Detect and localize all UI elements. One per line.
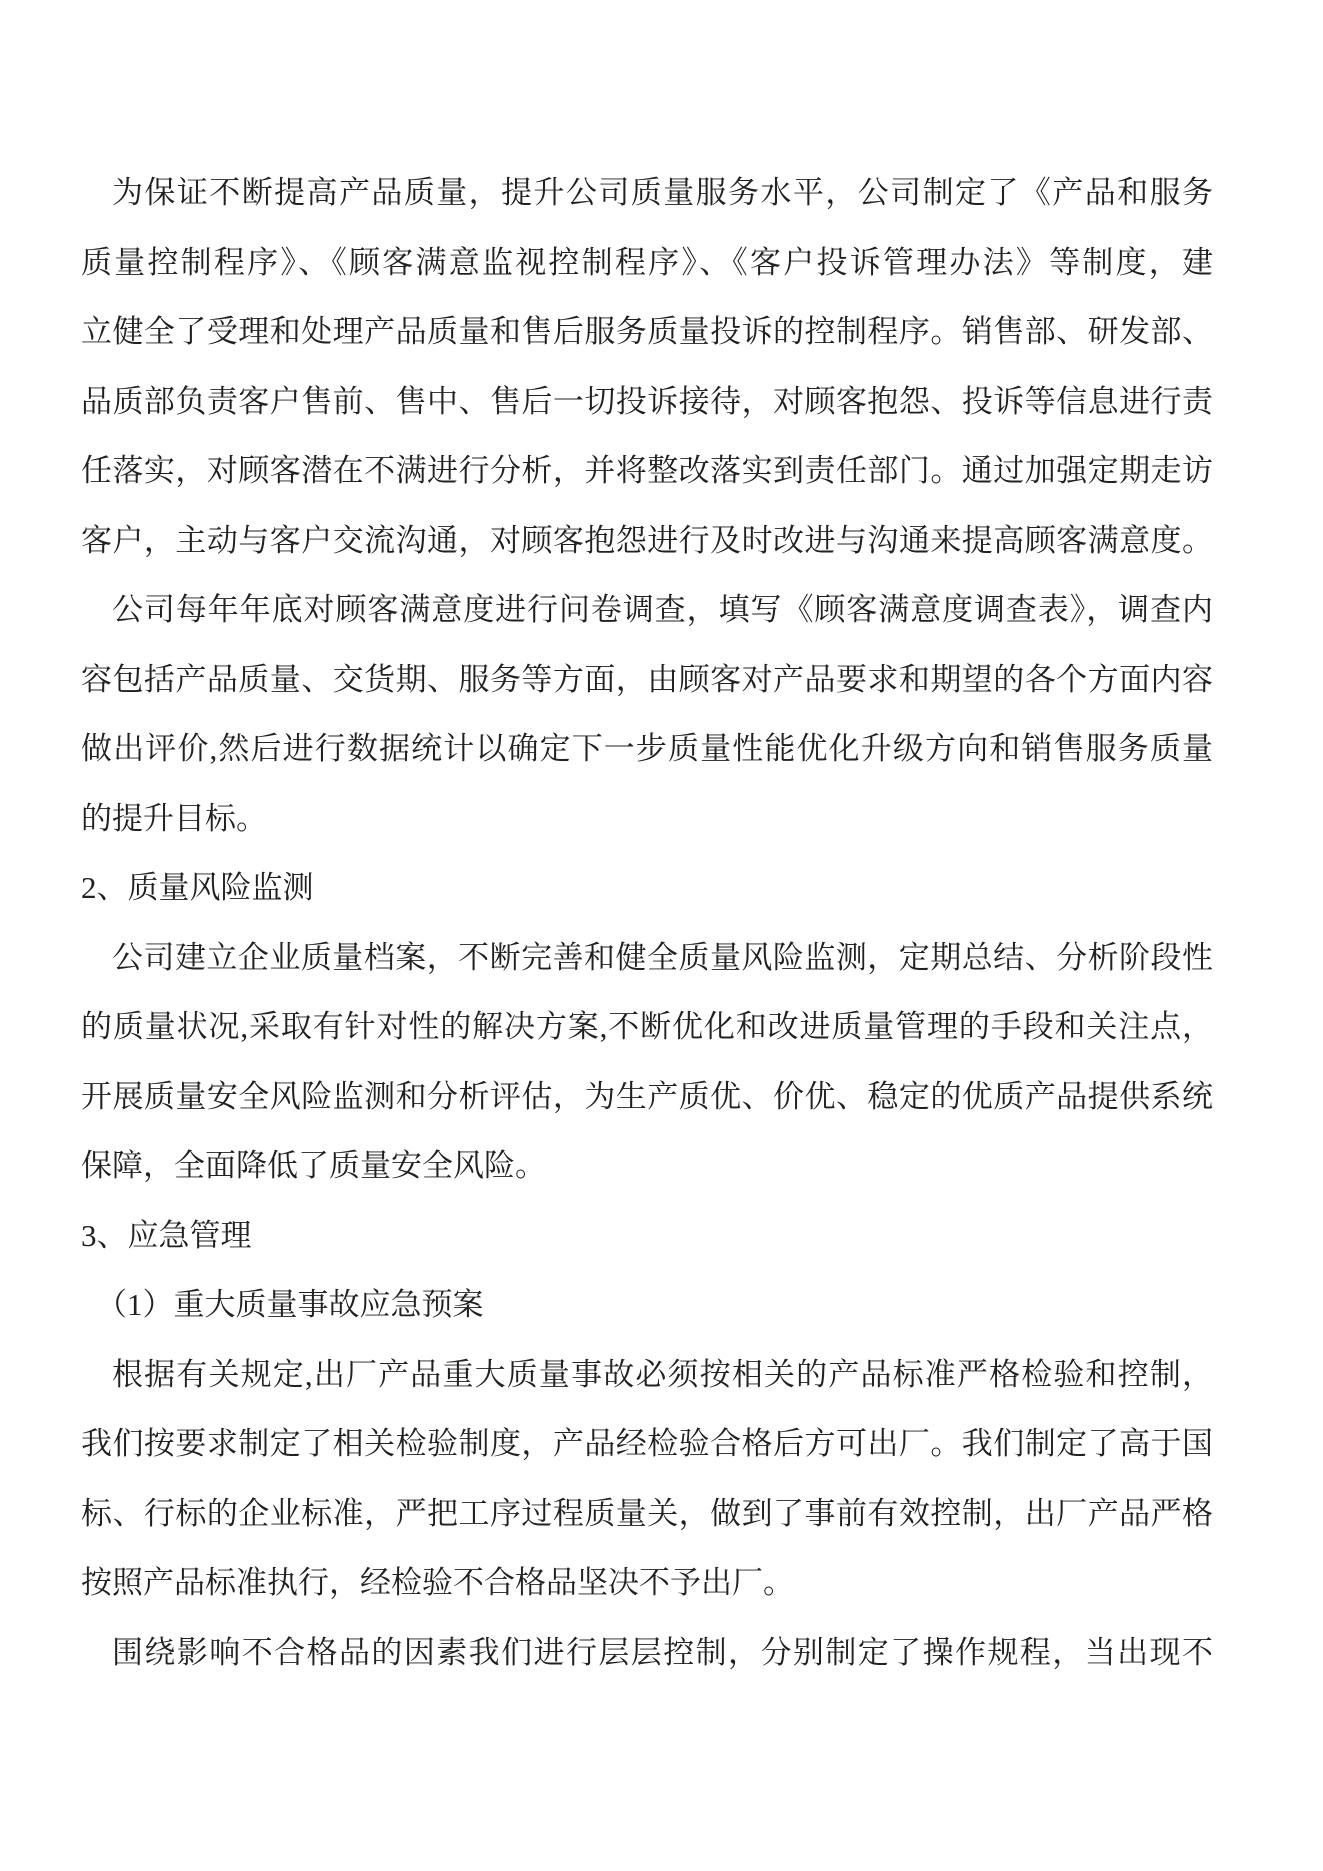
paragraph-line: 为保证不断提高产品质量，提升公司质量服务水平，公司制定了《产品和服务 <box>112 175 1213 210</box>
paragraph-line: 公司每年年底对顾客满意度进行问卷调查，填写《顾客满意度调查表》，调查内 <box>112 592 1213 627</box>
paragraph-line: 容包括产品质量、交货期、服务等方面，由顾客对产品要求和期望的各个方面内容 <box>81 661 1213 697</box>
paragraph-line: 我们按要求制定了相关检验制度，产品经检验合格后方可出厂。我们制定了高于国 <box>81 1426 1213 1461</box>
subsection-heading-major-quality-accident-plan: （1）重大质量事故应急预案 <box>96 1287 484 1322</box>
paragraph-line: 按照产品标准执行，经检验不合格品坚决不予出厂。 <box>81 1565 794 1600</box>
paragraph-line: 公司建立企业质量档案，不断完善和健全质量风险监测，定期总结、分析阶段性 <box>112 939 1213 975</box>
paragraph-line: 标、行标的企业标准，严把工序过程质量关，做到了事前有效控制，出厂产品严格 <box>81 1495 1213 1531</box>
paragraph-line: 品质部负责客户售前、售中、售后一切投诉接待，对顾客抱怨、投诉等信息进行责 <box>81 383 1213 419</box>
paragraph-line: 的提升目标。 <box>81 800 267 836</box>
paragraph-line: 客户，主动与客户交流沟通，对顾客抱怨进行及时改进与沟通来提高顾客满意度。 <box>81 522 1213 558</box>
paragraph-line: 的质量状况,采取有针对性的解决方案,不断优化和改进质量管理的手段和关注点， <box>81 1009 1213 1044</box>
paragraph-line: 做出评价,然后进行数据统计以确定下一步质量性能优化升级方向和销售服务质量 <box>81 731 1213 766</box>
section-heading-quality-risk-monitoring: 2、质量风险监测 <box>81 870 314 905</box>
paragraph-line: 立健全了受理和处理产品质量和售后服务质量投诉的控制程序。销售部、研发部、 <box>81 314 1213 349</box>
paragraph-line: 任落实，对顾客潜在不满进行分析，并将整改落实到责任部门。通过加强定期走访 <box>81 453 1213 488</box>
paragraph-line: 围绕影响不合格品的因素我们进行层层控制，分别制定了操作规程，当出现不 <box>112 1634 1213 1670</box>
paragraph-line: 开展质量安全风险监测和分析评估，为生产质优、价优、稳定的优质产品提供系统 <box>81 1078 1213 1114</box>
section-heading-emergency-management: 3、应急管理 <box>81 1217 252 1253</box>
paragraph-line: 根据有关规定,出厂产品重大质量事故必须按相关的产品标准严格检验和控制， <box>112 1356 1213 1392</box>
paragraph-line: 保障，全面降低了质量安全风险。 <box>81 1148 546 1183</box>
paragraph-line: 质量控制程序》、《顾客满意监视控制程序》、《客户投诉管理办法》等制度，建 <box>81 244 1213 280</box>
document-text-block <box>81 158 1213 1687</box>
